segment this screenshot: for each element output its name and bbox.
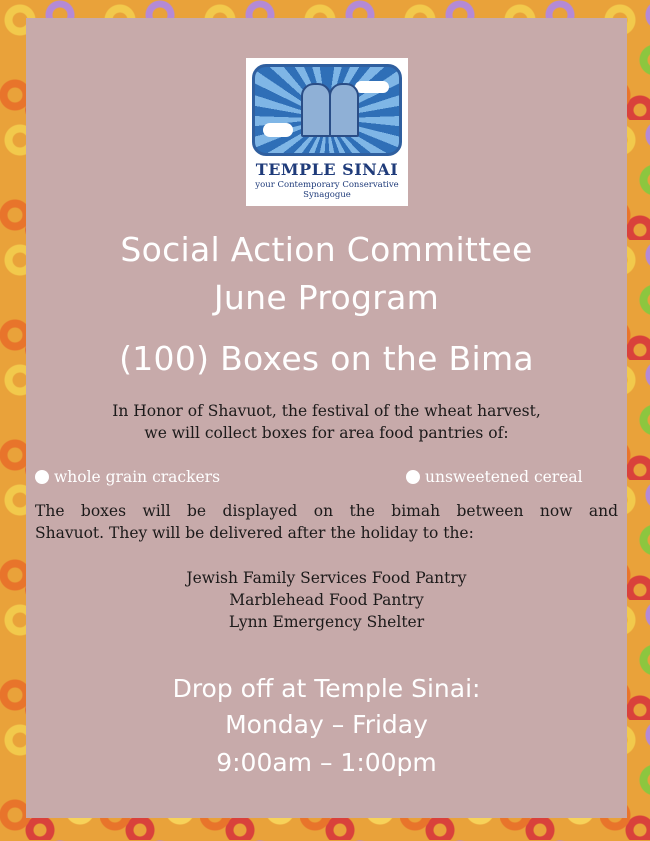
heading-program: June Program xyxy=(213,278,440,317)
logo-tagline-line2: Synagogue xyxy=(303,190,351,200)
destination-list xyxy=(26,567,627,633)
tablets-logo-icon xyxy=(252,64,402,156)
intro-line1: In Honor of Shavuot, the festival of the wheat harvest, xyxy=(112,402,541,420)
logo-name: TEMPLE SINAI xyxy=(255,160,399,179)
tablet-right-icon xyxy=(329,83,359,137)
item-label: unsweetened cereal xyxy=(425,468,583,486)
paragraph-line1: The boxes will be displayed on the bimah between now and xyxy=(35,502,618,520)
list-item xyxy=(35,466,220,488)
cloud-icon xyxy=(263,123,293,137)
list-item xyxy=(406,466,583,488)
paragraph-line2: Shavuot. They will be delivered after the holiday to the: xyxy=(35,524,474,542)
heading-committee: Social Action Committee xyxy=(120,230,533,269)
dropoff-days: Monday – Friday xyxy=(225,710,428,739)
display-paragraph xyxy=(35,500,618,544)
tablet-left-icon xyxy=(301,83,331,137)
dropoff-hours: 9:00am – 1:00pm xyxy=(216,748,437,777)
destination-item: Lynn Emergency Shelter xyxy=(228,613,425,631)
heading-event: (100) Boxes on the Bima xyxy=(119,339,534,378)
dropoff-location: Drop off at Temple Sinai: xyxy=(172,674,481,703)
logo-tagline-line1: your Contemporary Conservative xyxy=(255,180,399,190)
temple-sinai-logo xyxy=(246,58,408,206)
bullet-icon xyxy=(35,470,49,484)
intro-text xyxy=(26,400,627,444)
flyer-panel xyxy=(26,18,627,818)
logo-tagline xyxy=(246,180,408,200)
cloud-icon xyxy=(355,81,389,93)
destination-item: Jewish Family Services Food Pantry xyxy=(186,569,467,587)
intro-line2: we will collect boxes for area food pantries of: xyxy=(144,424,509,442)
bullet-icon xyxy=(406,470,420,484)
item-label: whole grain crackers xyxy=(54,468,221,486)
destination-item: Marblehead Food Pantry xyxy=(229,591,424,609)
